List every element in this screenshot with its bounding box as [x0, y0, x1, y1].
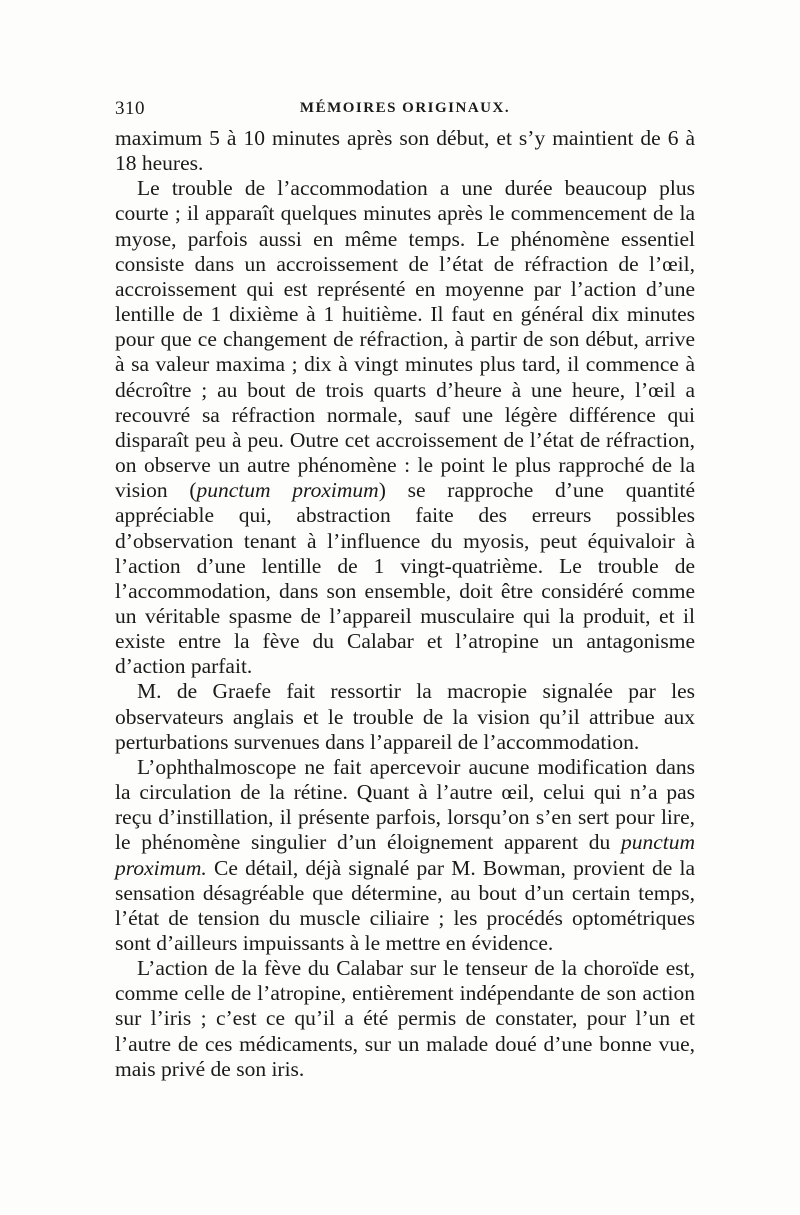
- italic-term: punctum proximum: [196, 478, 379, 503]
- paragraph: [115, 679, 695, 754]
- body-text: [115, 126, 695, 1082]
- paragraph: [115, 755, 695, 956]
- text-segment: Ce détail, déjà signalé par M. Bowman, provient de la sensation désagréable que détermine, au bout d’un certain temps, l’état de tension du muscle ciliaire ; les procédés optométriques sont d’ailleurs impuissants à le mettre en évidence.: [115, 855, 695, 955]
- running-title: MÉMOIRES ORIGINAUX.: [299, 100, 511, 116]
- paragraph: [115, 956, 695, 1082]
- text-segment: L’action de la fève du Calabar sur le tenseur de la choroïde est, comme celle de l’atropine, entièrement indépendante de son action sur l’iris ; c’est ce qu’il a été permis de constater, pour l’un et l’autre de ces médicaments, sur un malade doué d’une bonne vue, mais privé de son iris.: [115, 956, 695, 1081]
- text-segment: L’ophthalmoscope ne fait apercevoir aucune modification dans la circulation de la rétine. Quant à l’autre œil, celui qui n’a pas reçu d’instillation, il présente parfois, lorsqu’on s’en sert pour lire, le phénomène singulier d’un éloignement apparent du: [115, 754, 695, 855]
- page-header: [115, 98, 695, 124]
- italic-term: punctum proximum.: [115, 830, 695, 880]
- text-segment: Le trouble de l’accommodation a une durée beaucoup plus courte ; il apparaît quelques minutes après le commencement de la myose, parfois aussi en même temps. Le phénomène essentiel consiste dans un accroissement de l’état de réfraction de l’œil, accroissement qui est représenté en moyenne par l’action d’une lentille de 1 dixième à 1 huitième. Il faut en général dix minutes pour que ce changement de réfraction, à partir de son début, arrive à sa valeur maxima ; dix à vingt minutes plus tard, il commence à décroître ; au bout de trois quarts d’heure à une heure, l’œil a recouvré sa réfraction normale, sauf une légère différence qui disparaît peu à peu. Outre cet accroissement de l’état de réfraction, on observe un autre phénomène : le point le plus rapproché de la vision (: [115, 176, 695, 503]
- paragraph: [115, 126, 695, 176]
- text-segment: maximum 5 à 10 minutes après son début, et s’y maintient de 6 à 18 heures.: [115, 126, 695, 176]
- page-number: 310: [115, 98, 145, 119]
- text-segment: M. de Graefe fait ressortir la macropie signalée par les observateurs anglais et le trouble de la vision qu’il attribue aux perturbations survenues dans l’appareil de l’accommodation.: [115, 679, 695, 754]
- paragraph: [115, 176, 695, 679]
- text-segment: ) se rapproche d’une quantité appréciable qui, abstraction faite des erreurs possibles d’observation tenant à l’influence du myosis, peut équivaloir à l’action d’une lentille de 1 vingt-quatrième. Le trouble de l’accommodation, dans son ensemble, doit être considéré comme un véritable spasme de l’appareil musculaire qui la produit, et il existe entre la fève du Calabar et l’atropine un antagonisme d’action parfait.: [115, 478, 695, 679]
